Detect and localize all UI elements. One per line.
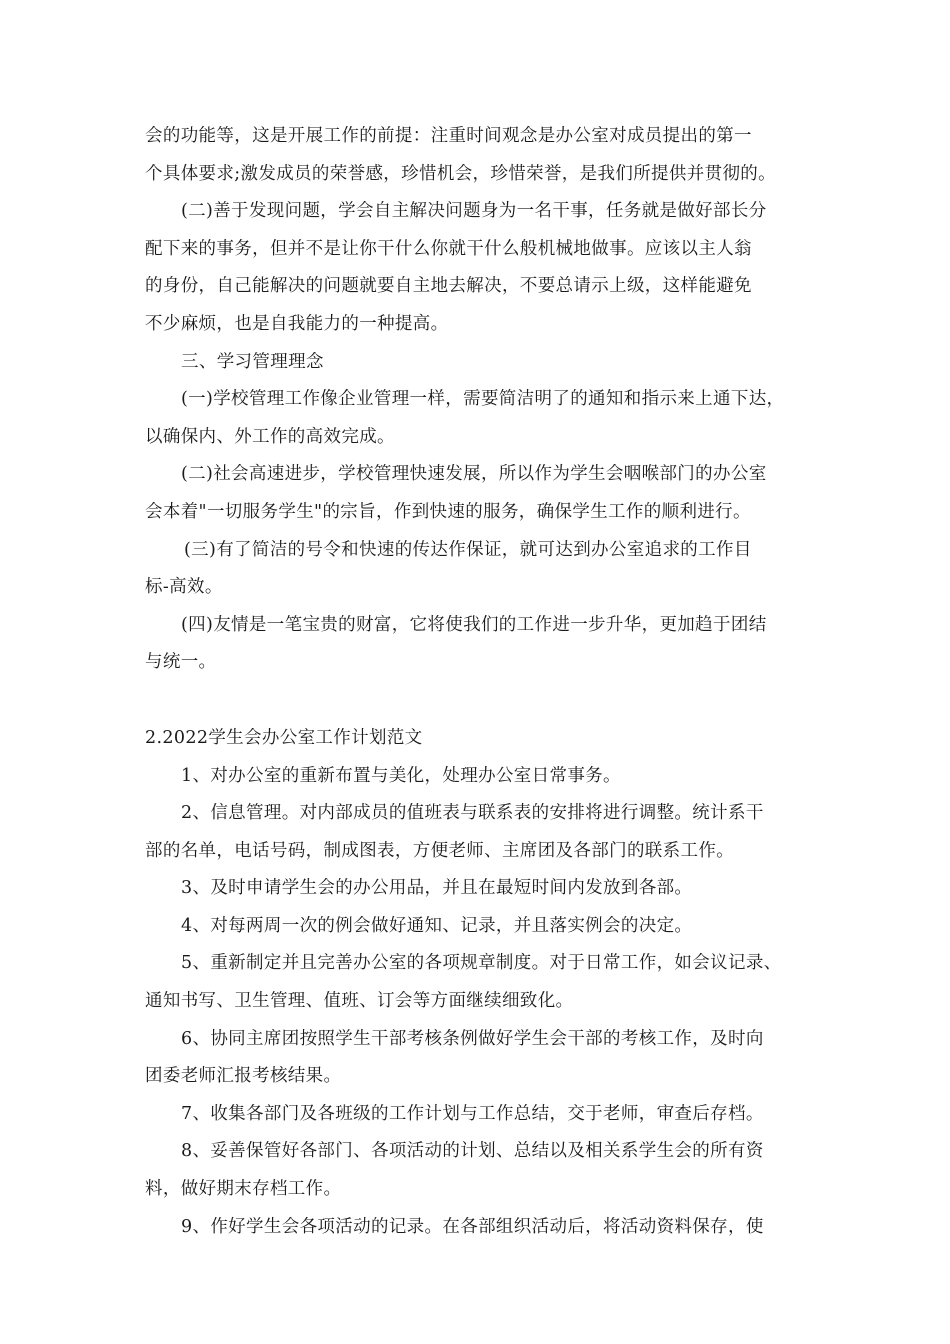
paragraph-line: 以确保内、外工作的高效完成。: [145, 426, 395, 447]
paragraph-line: (一)学校管理工作像企业管理一样，需要简洁明了的通知和指示来上通下达，: [181, 389, 785, 410]
list-item-continuation: 部的名单，电话号码，制成图表，方便老师、主席团及各部门的联系工作。: [145, 840, 735, 861]
paragraph-line: (二)社会高速进步，学校管理快速发展，所以作为学生会咽喉部门的办公室: [181, 464, 767, 485]
list-item-continuation: 团委老师汇报考核结果。: [145, 1066, 342, 1087]
paragraph-gap: [145, 682, 825, 720]
subheading-line: 三、学习管理理念: [181, 351, 324, 372]
list-item: 2、信息管理。对内部成员的值班表与联系表的安排将进行调整。统计系干: [181, 803, 764, 824]
paragraph-line: (三)有了简洁的号令和快速的传达作保证，就可达到办公室追求的工作目: [184, 539, 752, 560]
section-title: 2.2022学生会办公室工作计划范文: [145, 727, 423, 748]
paragraph-line: 标-高效。: [145, 577, 223, 598]
list-item: 8、妥善保管好各部门、各项活动的计划、总结以及相关系学生会的所有资: [181, 1141, 764, 1162]
paragraph-line: 不少麻烦，也是自我能力的一种提高。: [145, 313, 449, 334]
list-item: 3、及时申请学生会的办公用品，并且在最短时间内发放到各部。: [181, 878, 693, 899]
list-item: 1、对办公室的重新布置与美化，处理办公室日常事务。: [181, 765, 621, 786]
list-item-continuation: 通知书写、卫生管理、值班、订会等方面继续细致化。: [145, 991, 574, 1012]
list-item: 7、收集各部门及各班级的工作计划与工作总结，交于老师，审查后存档。: [181, 1103, 764, 1124]
paragraph-line: 个具体要求;激发成员的荣誉感，珍惜机会，珍惜荣誉，是我们所提供并贯彻的。: [145, 163, 776, 184]
list-item-continuation: 料，做好期末存档工作。: [145, 1179, 342, 1200]
paragraph-line: (二)善于发现问题，学会自主解决问题身为一名干事，任务就是做好部长分: [181, 201, 767, 222]
paragraph-line: 的身份，自己能解决的问题就要自主地去解决，不要总请示上级，这样能避免: [145, 276, 752, 297]
paragraph-line: 配下来的事务，但并不是让你干什么你就干什么般机械地做事。应该以主人翁: [145, 238, 752, 259]
list-item: 5、重新制定并且完善办公室的各项规章制度。对于日常工作，如会议记录、: [181, 953, 782, 974]
paragraph-line: 与统一。: [145, 652, 217, 673]
list-item: 6、协同主席团按照学生干部考核条例做好学生会干部的考核工作，及时向: [181, 1028, 764, 1049]
list-item: 4、对每两周一次的例会做好通知、记录，并且落实例会的决定。: [181, 915, 693, 936]
paragraph-line: 会的功能等，这是开展工作的前提：注重时间观念是办公室对成员提出的第一: [145, 126, 752, 146]
list-item: 9、作好学生会各项活动的记录。在各部组织活动后，将活动资料保存，使: [181, 1216, 764, 1237]
document-body: [145, 118, 825, 1246]
paragraph-line: 会本着"一切服务学生"的宗旨，作到快速的服务，确保学生工作的顺利进行。: [145, 501, 751, 522]
paragraph-line: (四)友情是一笔宝贵的财富，它将使我们的工作进一步升华，更加趋于团结: [181, 614, 767, 635]
